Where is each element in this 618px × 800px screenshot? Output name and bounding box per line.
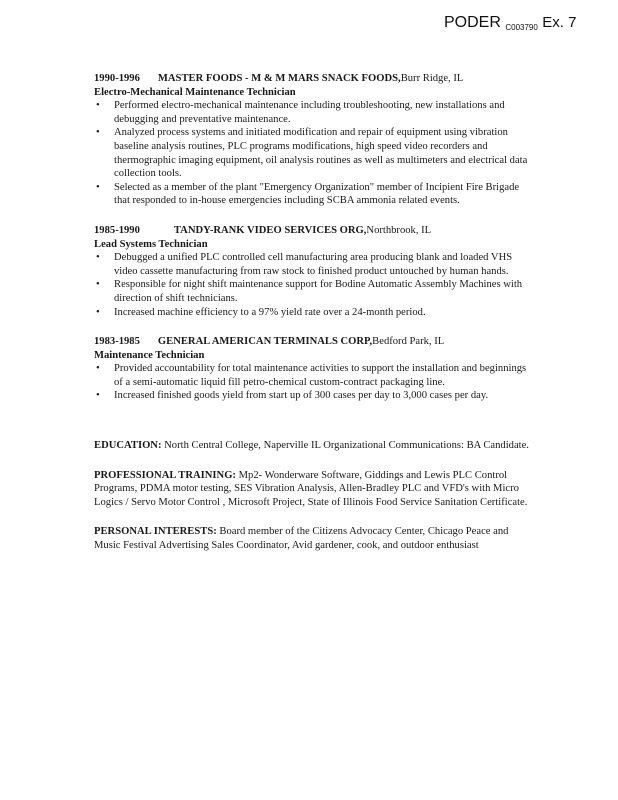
job-dates: 1990-1996: [94, 73, 140, 84]
job-role: Lead Systems Technician: [94, 238, 208, 250]
section-text: North Central College, Naperville IL Organizational Communications: BA Candidate.: [161, 440, 529, 452]
list-item: • Increased finished goods yield from start up of 300 cases per day to 3,000 cases per day.: [94, 389, 534, 403]
section-label: PERSONAL INTERESTS:: [94, 526, 217, 538]
job-location: Bedford Park, IL: [372, 336, 445, 348]
section-label: PROFESSIONAL TRAINING:: [94, 469, 236, 481]
job-role: Maintenance Technician: [94, 349, 205, 361]
job-header: [94, 72, 534, 86]
job-entry: [94, 224, 534, 319]
job-dates: 1983-1985: [94, 336, 140, 348]
exhibit-number: Ex. 7: [542, 14, 577, 31]
job-header: [94, 224, 534, 238]
job-entry: [94, 335, 534, 403]
exhibit-stamp: [444, 14, 576, 32]
job-bullets: [94, 251, 534, 319]
section-text: Board member of the Citizens Advocacy Center, Chicago Peace and Music Festival Advertising Sales Coordinator, Avid gardener, cook, and outdoor enthusiast: [94, 526, 509, 552]
list-item: • Selected as a member of the plant "Emergency Organization" member of Incipient Fire Brigade that responded to in-house emergencies including SCBA ammonia related events.: [94, 181, 534, 208]
job-role: Electro-Mechanical Maintenance Technician: [94, 86, 296, 98]
section-label: EDUCATION:: [94, 440, 162, 452]
job-company: MASTER FOODS - M & M MARS SNACK FOODS,: [157, 73, 401, 84]
job-location: Burr Ridge, IL: [400, 73, 464, 84]
list-item: • Analyzed process systems and initiated modification and repair of equipment using vibration baseline analysis routines, PLC programs modifications, high speed video recorders and thermographic imaging equipment, oil analysis routines as well as multimeters and electrical data collection tools.: [94, 126, 534, 180]
job-bullets: [94, 99, 534, 208]
job-bullets: [94, 362, 534, 403]
job-location: Northbrook, IL: [366, 224, 432, 236]
stamp-label: PODER: [444, 14, 501, 31]
education-section: [94, 439, 534, 453]
job-dates: 1985-1990: [94, 224, 140, 236]
list-item: • Increased machine efficiency to a 97% yield rate over a 24-month period.: [94, 306, 534, 320]
bates-number: C003790: [505, 23, 538, 32]
job-company: GENERAL AMERICAN TERMINALS CORP,: [157, 336, 373, 348]
training-section: [94, 469, 534, 510]
resume-page: [94, 72, 534, 553]
list-item: • Debugged a unified PLC controlled cell manufacturing area producing blank and loaded VHS video cassette manufacturing from raw stock to finished product untouched by human hands.: [94, 251, 534, 278]
section-text: Mp2- Wonderware Software, Giddings and Lewis PLC Control Programs, PDMA motor testing, SES Vibration Analysis, Allen-Bradley PLC and VFD's with Micro Logics / Servo Motor Control , Microsoft Project, State of Illinois Food Service Sanitation Certificate.: [94, 469, 528, 508]
job-header: [94, 335, 534, 349]
list-item: • Provided accountability for total maintenance activities to support the installation and beginnings of a semi-automatic liquid fill petro-chemical custom-contract packaging line.: [94, 362, 534, 389]
interests-section: [94, 525, 534, 552]
list-item: • Responsible for night shift maintenance support for Bodine Automatic Assembly Machines with direction of shift technicians.: [94, 278, 534, 305]
job-company: TANDY-RANK VIDEO SERVICES ORG,: [173, 224, 367, 236]
job-entry: [94, 72, 534, 208]
list-item: • Performed electro-mechanical maintenance including troubleshooting, new installations and debugging and preventative maintenance.: [94, 99, 534, 126]
